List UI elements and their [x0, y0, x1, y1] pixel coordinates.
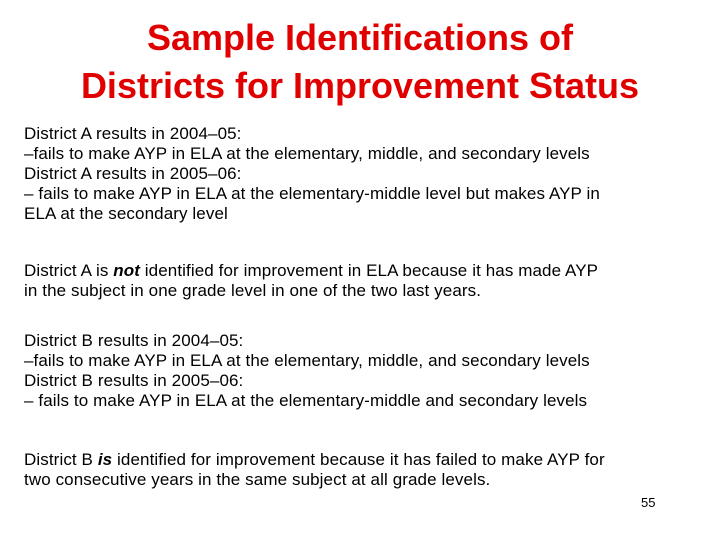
district-a-emphasis: not [113, 261, 140, 280]
district-b-results [24, 331, 714, 411]
district-b-conclusion-start: District B [24, 450, 98, 469]
slide-title [20, 14, 700, 110]
district-a-results [24, 124, 714, 224]
district-b-2005-heading: District B results in 2005–06: [24, 371, 244, 390]
district-b-2004-heading: District B results in 2004–05: [24, 331, 244, 350]
district-a-2004-heading: District A results in 2004–05: [24, 124, 242, 143]
district-a-conclusion-line-2: in the subject in one grade level in one of the two last years. [24, 281, 482, 300]
district-b-conclusion [24, 450, 714, 490]
slide-title-line-1: Sample Identifications of [146, 17, 574, 58]
district-b-emphasis: is [97, 450, 113, 469]
district-a-conclusion-start: District A is [24, 261, 114, 280]
district-b-2005-result: – fails to make AYP in ELA at the elementary-middle and secondary levels [24, 391, 588, 410]
district-a-2005-result-continued: ELA at the secondary level [24, 204, 228, 223]
district-a-2005-heading: District A results in 2005–06: [24, 164, 242, 183]
district-a-2005-result: – fails to make AYP in ELA at the elementary-middle level but makes AYP in [24, 184, 600, 203]
district-b-conclusion-line-2: two consecutive years in the same subject at all grade levels. [24, 470, 491, 489]
district-a-conclusion-end: identified for improvement in ELA because it has made AYP [139, 261, 599, 280]
page-number: 55 [641, 495, 656, 510]
district-b-conclusion-line-1 [24, 450, 714, 470]
district-a-conclusion [24, 261, 714, 301]
district-a-2004-result: –fails to make AYP in ELA at the elementary, middle, and secondary levels [24, 144, 590, 163]
slide-title-line-2: Districts for Improvement Status [80, 65, 640, 106]
district-a-conclusion-line-1 [24, 261, 714, 281]
district-b-2004-result: –fails to make AYP in ELA at the elementary, middle, and secondary levels [24, 351, 590, 370]
district-b-conclusion-end: identified for improvement because it has failed to make AYP for [112, 450, 605, 469]
